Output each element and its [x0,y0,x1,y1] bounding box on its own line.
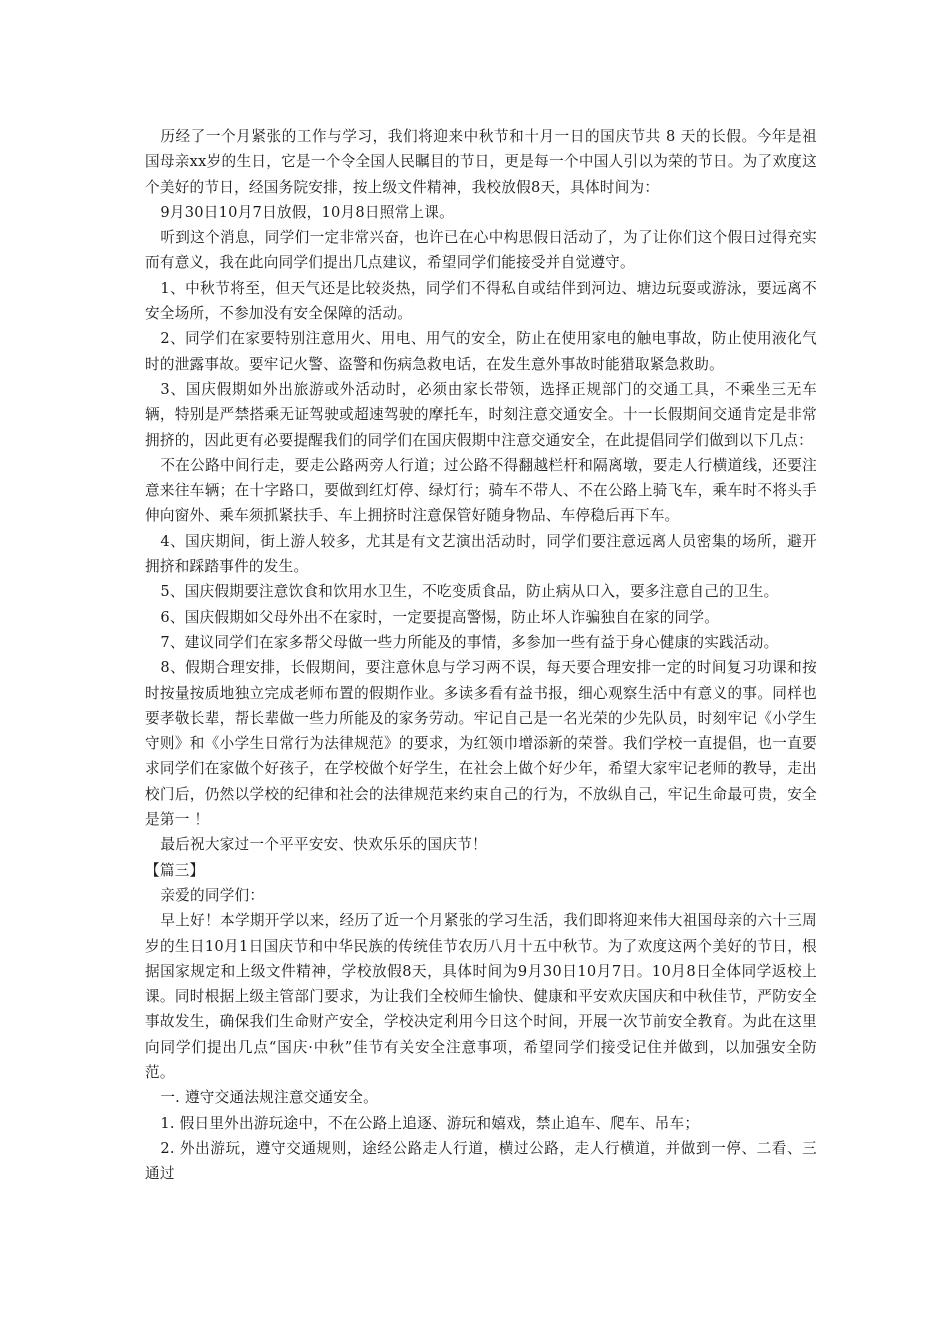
paragraph-item-3: 3、国庆假期如外出旅游或外活动时，必须由家长带领，选择正规部门的交通工具，不乘坐三无车辆，特别是严禁搭乘无证驾驶或超速驾驶的摩托车，时刻注意交通安全。十一长假期间交通肯定是非常拥挤的，因此更有必要提醒我们的同学们在国庆假期中注意交通安全，在此提倡同学们做到以下几点： [145,380,817,449]
paragraph-item-8: 8、假期合理安排，长假期间，要注意休息与学习两不误，每天要合理安排一定的时间复习功课和按时按量按质地独立完成老师布置的假期作业。多读多看有益书报，细心观察生活中有意义的事。同样也要孝敬长辈，帮长辈做一些力所能及的家务劳动。牢记自己是一名光荣的少先队员，时刻牢记《小学生守则》和《小学生日常行为法律规范》的要求，为红领巾增添新的荣誉。我们学校一直提倡，也一直要求同学们在家做个好孩子，在学校做个好学生，在社会上做个好少年，希望大家牢记老师的教导，走出校门后，仍然以学校的纪律和社会的法律规范来约束自己的行为，不放纵自己，牢记生命最可贵，安全是第一 ！ [145,659,817,829]
paragraph-item-5: 5、国庆假期要注意饮食和饮用水卫生，不吃变质食品，防止病从口入，要多注意自己的卫生。 [160,583,779,601]
section-heading: 【篇三】 [145,861,205,879]
document-page [145,124,817,1186]
paragraph-item-2: 2、同学们在家要特别注意用火、用电、用气的安全，防止在使用家电的触电事故，防止使用液化气时的泄露事故。要牢记火警、盗警和伤病急救电话，在发生意外事故时能猎取紧急救助。 [145,330,817,373]
paragraph-rule-heading: 一. 遵守交通法规注意交通安全。 [160,1089,378,1107]
paragraph-traffic-rules: 不在公路中间行走，要走公路两旁人行道；过公路不得翻越栏杆和隔离墩，要走人行横道线，还要注意来往车辆；在十字路口，要做到红灯停、绿灯行；骑车不带人、不在公路上骑飞车，乘车时不将头手伸向窗外、乘车须抓紧扶手、车上拥挤时注意保管好随身物品、车停稳后再下车。 [145,456,817,525]
paragraph-rule-1: 1. 假日里外出游玩途中，不在公路上追逐、游玩和嬉戏，禁止追车、爬车、吊车； [160,1114,700,1132]
paragraph-holiday-dates: 9月30日10月7日放假，10月8日照常上课。 [160,203,454,221]
paragraph-item-4: 4、国庆期间，街上游人较多，尤其是有文艺演出活动时，同学们要注意远离人员密集的场所，避开拥挤和踩踏事件的发生。 [145,532,817,576]
paragraph-intro: 历经了一个月紧张的工作与学习，我们将迎来中秋节和十月一日的国庆节共 8 天的长假。今年是祖国母亲xx岁的生日，它是一个令全国人民瞩目的节日，更是每一个中国人引以为荣的节日。为了欢度这个美好的节日，经国务院安排，按上级文件精神，我校放假8天，具体时间为： [145,128,817,196]
paragraph-speech-body: 早上好！本学期开学以来，经历了近一个月紧张的学习生活，我们即将迎来伟大祖国母亲的六十三周岁的生日10月1日国庆节和中华民族的传统佳节农历八月十五中秋节。为了欢度这两个美好的节日，根据国家规定和上级文件精神，学校放假8天，具体时间为9月30日10月7日。10月8日全体同学返校上课。同时根据上级主管部门要求，为让我们全校师生愉快、健康和平安欢庆国庆和中秋佳节，严防安全事故发生，确保我们生命财产安全，学校决定利用今日这个时间，开展一次节前安全教育。为此在这里向同学们提出几点“国庆·中秋”佳节有关安全注意事项，希望同学们接受记住并做到，以加强安全防范。 [145,912,817,1081]
paragraph-item-6: 6、国庆假期如父母外出不在家时，一定要提高警惕，防止坏人诈骗独自在家的同学。 [160,608,720,626]
paragraph-greeting: 亲爱的同学们： [160,886,265,904]
paragraph-closing-wish: 最后祝大家过一个平平安安、快欢乐乐的国庆节！ [160,836,487,854]
paragraph-rule-2: 2. 外出游玩，遵守交通规则，途经公路走人行道，横过公路，走人行横道，并做到一停、二看、三通过 [145,1139,817,1183]
paragraph-suggestions-intro: 听到这个消息，同学们一定非常兴奋，也许已在心中构思假日活动了，为了让你们这个假日过得充实而有意义，我在此向同学们提出几点建议，希望同学们能接受并自觉遵守。 [145,229,817,272]
paragraph-item-1: 1、中秋节将至，但天气还是比较炎热，同学们不得私自或结伴到河边、塘边玩耍或游泳，要远离不安全场所，不参加没有安全保障的活动。 [145,279,817,323]
paragraph-item-7: 7、建议同学们在家多帮父母做一些力所能及的事情，多参加一些有益于身心健康的实践活动。 [160,633,779,651]
